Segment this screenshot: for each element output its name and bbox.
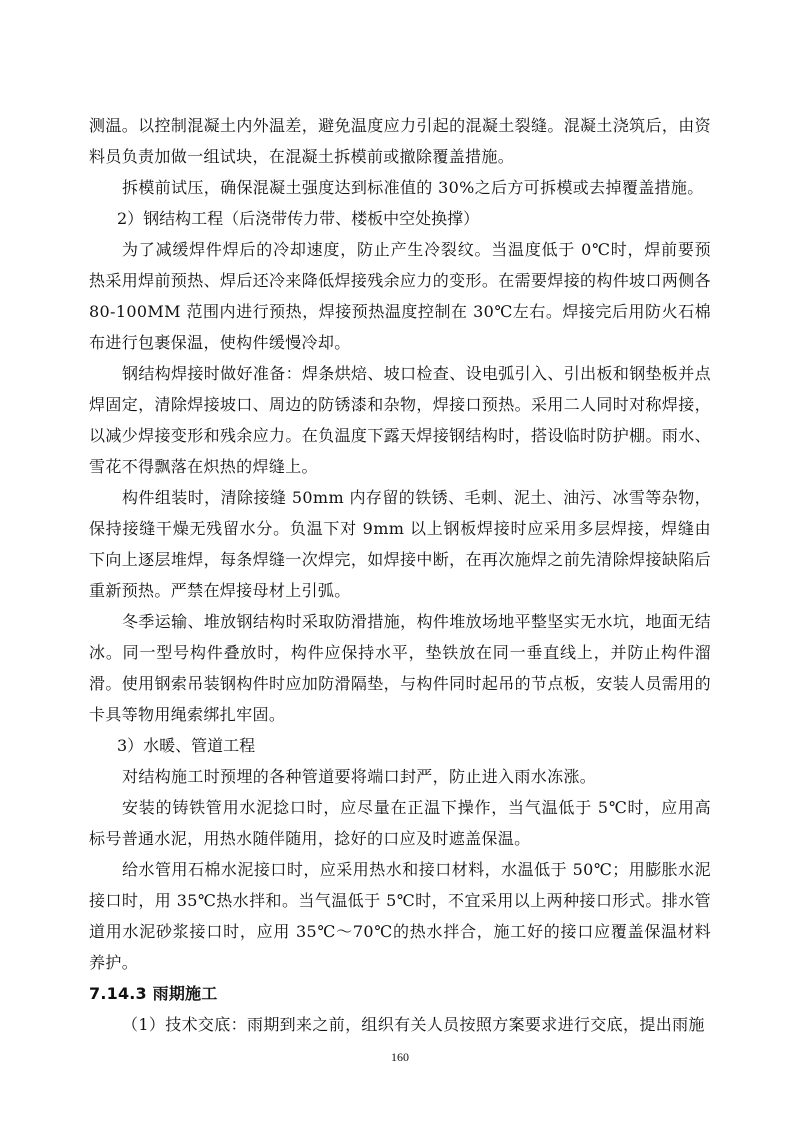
paragraph-concrete-temperature: 测温。以控制混凝土内外温差，避免温度应力引起的混凝土裂缝。混凝土浇筑后，由资料员负责加做一组试块，在混凝土拆模前或撤除覆盖措施。 [89,116,711,166]
paragraph-water-supply-pipe: 给水管用石棉水泥接口时，应采用热水和接口材料，水温低于 50℃；用膨胀水泥接口时，用 35℃热水拌和。当气温低于 5℃时，不宜采用以上两种接口形式。排水管道用水泥砂浆接口时，应用 35℃～70℃的热水拌合，施工好的接口应覆盖保温材料养护。 [89,860,711,972]
paragraph-pipe-sealing: 对结构施工时预埋的各种管道要将端口封严，防止进入雨水冻涨。 [122,767,597,786]
paragraph-welding-preparation: 钢结构焊接时做好准备：焊条烘焙、坡口检查、设电弧引入、引出板和钢垫板并点焊固定，清除焊接坡口、周边的防锈漆和杂物，焊接口预热。采用二人同时对称焊接，以减少焊接变形和残余应力。在负温度下露天焊接钢结构时，搭设临时防护棚。雨水、雪花不得飘落在炽热的焊缝上。 [89,364,711,476]
paragraph-technical-briefing: （1）技术交底：雨期到来之前，组织有关人员按照方案要求进行交底，提出雨施 [122,1015,705,1034]
document-body [89,110,711,1040]
page-number: 160 [391,1050,409,1064]
paragraph-cast-iron-pipe: 安装的铸铁管用水泥捻口时，应尽量在正温下操作，当气温低于 5℃时，应用高标号普通水泥，用热水随伴随用，捻好的口应及时遮盖保温。 [89,798,711,848]
subheading-plumbing: 3）水暖、管道工程 [117,736,256,755]
paragraph-winter-transport: 冬季运输、堆放钢结构时采取防滑措施，构件堆放场地平整坚实无水坑，地面无结冰。同一型号构件叠放时，构件应保持水平，垫铁放在同一垂直线上，并防止构件溜滑。使用钢索吊装钢构件时应加防滑隔垫，与构件同时起吊的节点板，安装人员需用的卡具等物用绳索绑扎牢固。 [89,612,711,724]
paragraph-component-assembly: 构件组装时，清除接缝 50mm 内存留的铁锈、毛刺、泥土、油污、冰雪等杂物，保持接缝干燥无残留水分。负温下对 9mm 以上钢板焊接时应采用多层焊接，焊缝由下向上逐层堆焊，每条焊缝一次焊完，如焊接中断，在再次施焊之前先清除焊接缺陷后重新预热。严禁在焊接母材上引弧。 [89,488,711,600]
paragraph-formwork-test: 拆模前试压，确保混凝土强度达到标准值的 30%之后方可拆模或去掉覆盖措施。 [122,178,704,197]
subheading-steel-structure: 2）钢结构工程（后浇带传力带、楼板中空处换撑） [117,209,480,228]
section-heading-rainy-season: 7.14.3 雨期施工 [89,984,218,1003]
paragraph-preheating: 为了减缓焊件焊后的冷却速度，防止产生冷裂纹。当温度低于 0℃时，焊前要预热采用焊前预热、焊后还冷来降低焊接残余应力的变形。在需要焊接的构件坡口两侧各 80-100MM 范围内进行预热，焊接预热温度控制在 30℃左右。焊接完后用防火石棉布进行包裹保温，使构件缓慢冷却。 [89,240,711,352]
